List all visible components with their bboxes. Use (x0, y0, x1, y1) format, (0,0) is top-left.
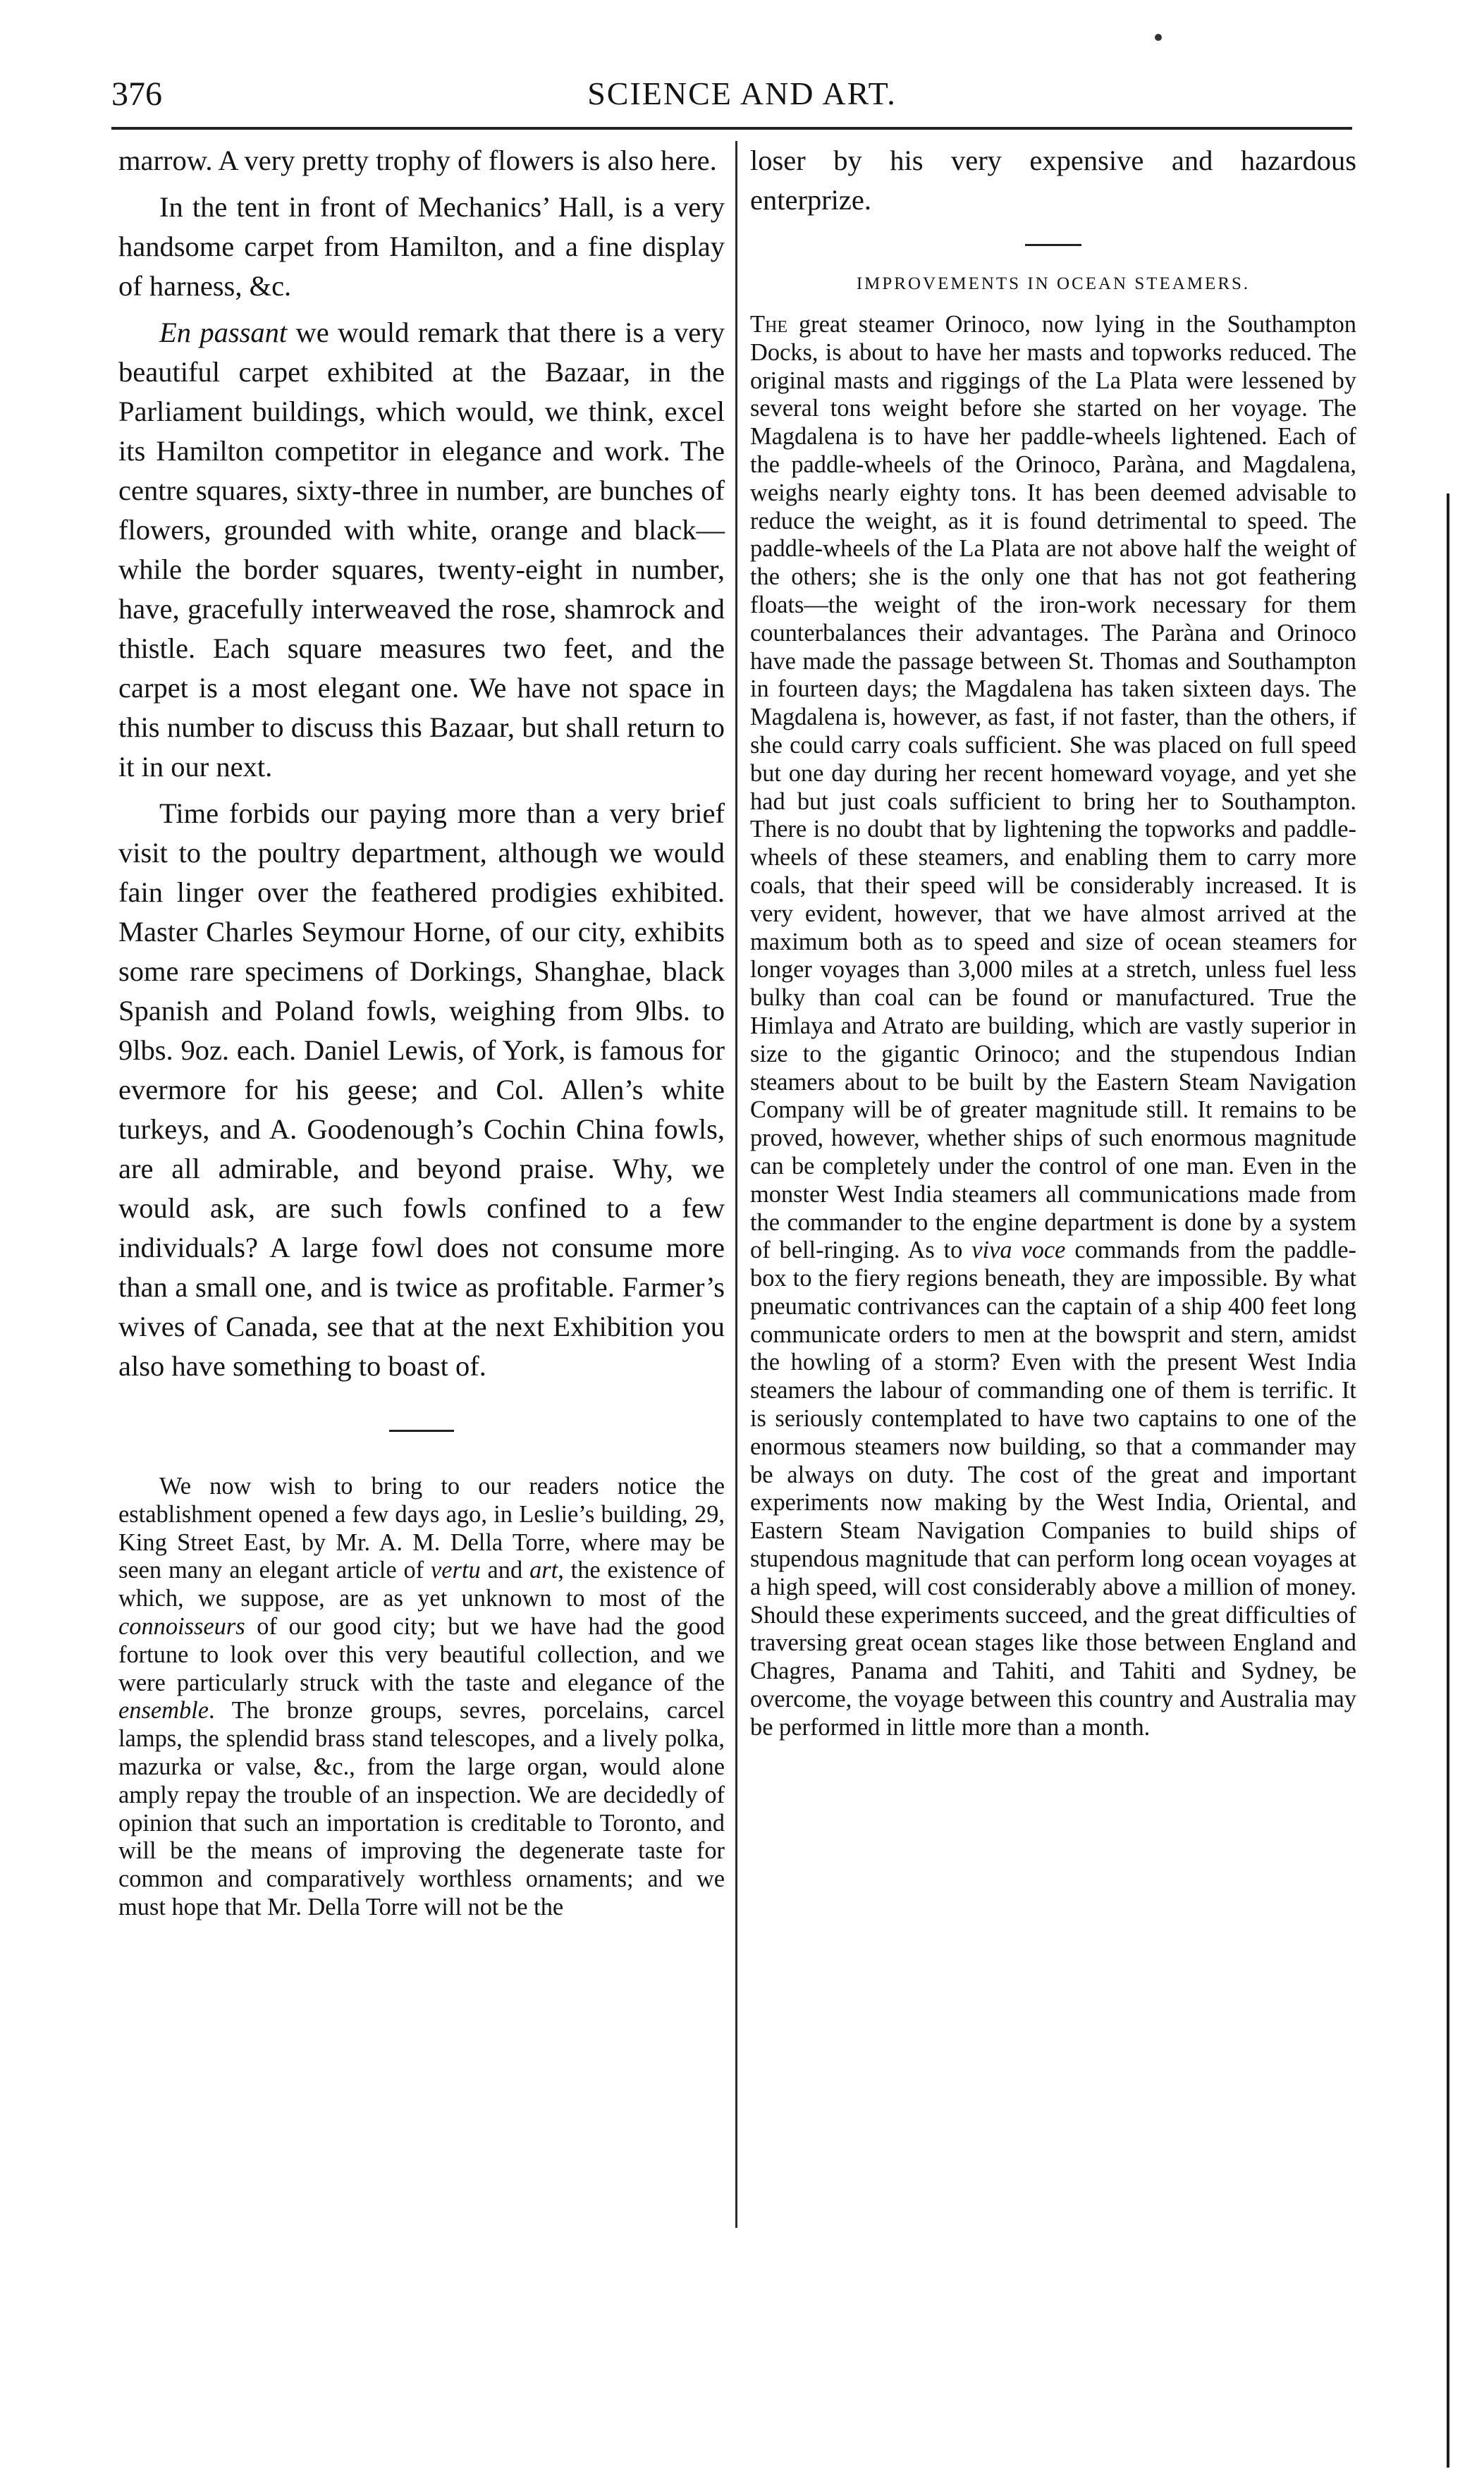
right-paragraph-1: loser by his very expensive and hazardous enterprize. (750, 145, 1356, 216)
right-small-text (750, 311, 1356, 1742)
ensemble-italic: ensemble (118, 1697, 209, 1724)
left-large-text (118, 141, 725, 1386)
left-paragraph-1: marrow. A very pretty trophy of flowers is also here. (118, 145, 717, 176)
column-divider (735, 141, 737, 2228)
viva-voce-italic: viva voce (971, 1237, 1066, 1264)
della-torre-paragraph (118, 1473, 725, 1922)
poultry-paragraph-text: Time forbids our paying more than a very brief visit to the poultry department, although we would fain linger over the feathered prodigies exhibited. Master Charles Seymour Horne, of our city, exhibits some rare specimens of Dorkings, Shanghae, black Spanish and Poland fowls, weighing from 9lbs. to 9lbs. 9oz. each. Daniel Lewis, of York, is famous for evermore for his geese; and Col. Allen’s white turkeys, and A. Goodenough’s Cochin China fowls, are all admirable, and beyond praise. Why, we would ask, are such fowls confined to a few individuals? A large fowl does not consume more than a small one, and is twice as profitable. Farmer’s wives of Canada, see that at the next Exhibition you also have something to boast of. (118, 797, 725, 1382)
connoisseurs-italic: connoisseurs (118, 1612, 245, 1640)
p5-text-e: . The bronze groups, sevres, porcelains, carcel lamps, the splendid brass stand telescopes, and a lively polka, mazurka or valse, &c., from the large organ, would alone amply repay the trouble of an inspection. We are decidedly of opinion that such an importation is creditable to Toronto, and will be the means of improving the degenerate taste for common and comparatively worthless ornaments; and we must hope that Mr. Della Torre will not be the (118, 1697, 725, 1920)
left-paragraph-4 (118, 794, 725, 1386)
p5-text-c: , the existence of which, we suppose, are as yet unknown to most of the (118, 1557, 725, 1612)
en-passant-italic: En passant (159, 317, 288, 348)
left-paragraph-3 (118, 313, 725, 787)
p5-text-a: We now wish to bring to our readers notice the establishment opened a few days ago, in Leslie’s building, 29, King Street East, by Mr. A. M. Della Torre, where may be seen many an elegant article of (118, 1473, 725, 1584)
article-text-a: great steamer Orinoco, now lying in the Southampton Docks, is about to have her masts and topworks reduced. The original masts and riggings of the La Plata were lessened by several tons weight before she started on her voyage. The Magdalena is to have her paddle-wheels lightened. Each of the paddle-wheels of the Orinoco, Paràna, and Magdalena, weighs nearly eighty tons. It has been deemed advisable to reduce the weight, as it is found detrimental to speed. The paddle-wheels of the La Plata are not above half the weight of the others; she is the only one that has not got feathering floats—the weight of the iron-work necessary for them counterbalances their advantages. The Paràna and Orinoco have made the passage between St. Thomas and Southampton in fourteen days; the Magdalena has taken sixteen days. The Magdalena is, however, as fast, if not faster, than the others, if she could carry coals sufficient. She was placed on full speed but one day during her recent homeward voyage, and yet she had but just coals sufficient to bring her to Southampton. There is no doubt that by lightening the topworks and paddle-wheels of these steamers, and enabling them to carry more coals, that their speed will be considerably increased. It is very evident, however, that we have almost arrived at the maximum both as to speed and size of ocean steamers for longer voyages than 3,000 miles at a stretch, unless fuel less bulky than coal can be found or manufactured. True the Himlaya and Atrato are building, which are vastly superior in size to the gigantic Orinoco; and the stupendous Indian steamers about to be built by the Eastern Steam Navigation Company will be of greater magnitude still. It remains to be proved, however, whether ships of such enormous magnitude can be completely under the control of one man. Even in the monster West India steamers all communications made from the commander to the engine department is done by a system of bell-ringing. As to (750, 311, 1356, 1264)
page-number: 376 (111, 75, 162, 113)
vertu-italic: vertu (431, 1557, 481, 1584)
left-paragraph-2: In the tent in front of Mechanics’ Hall, is a very handsome carpet from Hamilton, and a fine display of harness, &c. (118, 191, 725, 302)
right-separator (1025, 244, 1081, 246)
article-title: IMPROVEMENTS IN OCEAN STEAMERS. (856, 274, 1251, 293)
p5-text-b: and (480, 1557, 530, 1584)
left-small-text (118, 1473, 725, 1922)
left-paragraph-3-text: we would remark that there is a very beautiful carpet exhibited at the Bazaar, in the Parliament buildings, which would, we think, excel its Hamilton competitor in elegance and work. The centre squares, sixty-three in number, are bunches of flowers, grounded with white, orange and black—while the border squares, twenty-eight in number, have, gracefully interweaved the rose, shamrock and thistle. Each square measures two feet, and the carpet is a most elegant one. We have not space in this number to discuss this Bazaar, but shall return to it in our next. (118, 317, 725, 783)
section-separator (389, 1430, 454, 1432)
article-lead-word: The (750, 311, 787, 338)
right-large-text (750, 141, 1356, 220)
steamers-article-body (750, 311, 1356, 1742)
binding-edge-line (1447, 494, 1449, 2468)
right-column (750, 141, 1356, 1742)
print-speck (1155, 34, 1162, 41)
header-rule (111, 127, 1352, 130)
left-column (118, 141, 725, 1922)
art-italic: art (529, 1557, 558, 1584)
running-title: SCIENCE AND ART. (587, 75, 897, 111)
article-text-b: commands from the paddle-box to the fiery regions beneath, they are impossible. By what pneumatic contrivances can the captain of a ship 400 feet long communicate orders to men at the bowsprit and stern, amidst the howling of a storm? Even with the present West India steamers the labour of commanding one of them is terrific. It is seriously contemplated to have two captains to one of the enormous steamers now building, so that a commander may be always on duty. The cost of the great and important experiments now making by the West India, Oriental, and Eastern Steam Navigation Companies to build ships of stupendous magnitude that can perform long ocean voyages at a high speed, will cost considerably above a million of money. Should these experiments succeed, and the great difficulties of traversing great ocean stages like those between England and Chagres, Panama and Tahiti, and Tahiti and Sydney, be overcome, the voyage between this country and Australia may be performed in little more than a month. (750, 1237, 1356, 1741)
p5-text-d: of our good city; but we have had the good fortune to look over this very beautiful collection, and we were particularly struck with the taste and elegance of the (118, 1612, 725, 1696)
